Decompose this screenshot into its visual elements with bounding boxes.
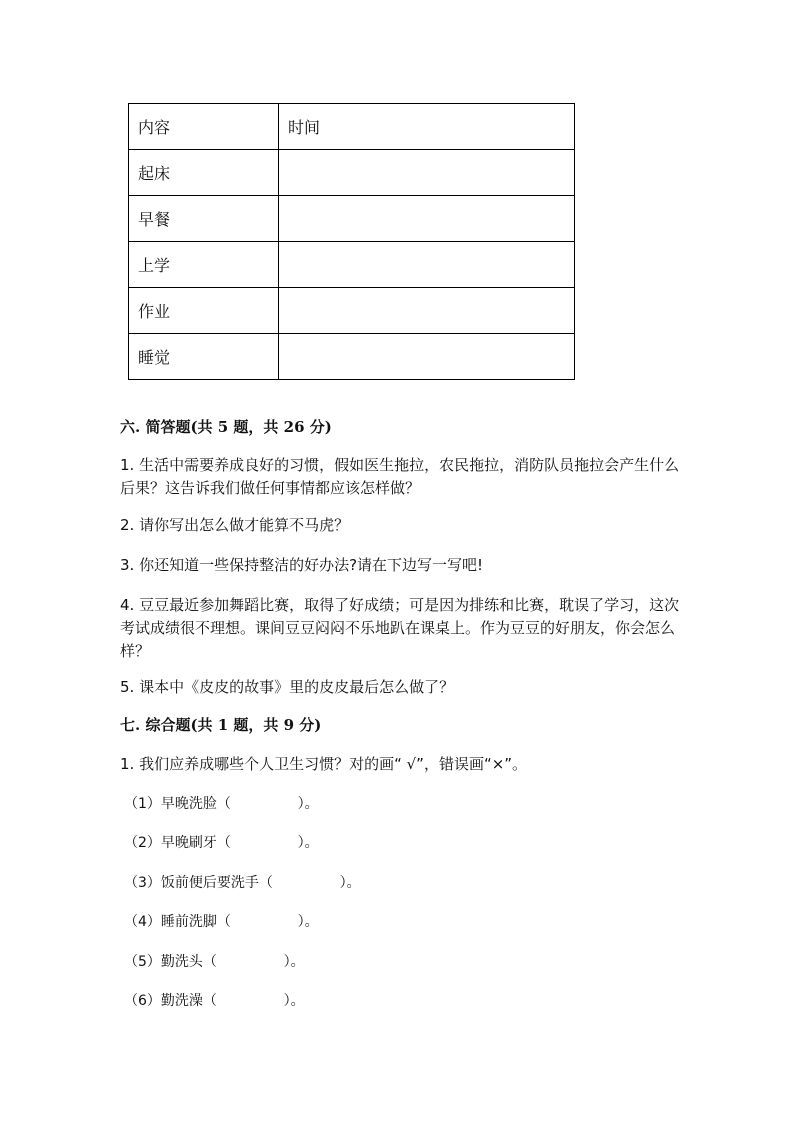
table-cell: 起床 — [129, 150, 279, 196]
table-cell — [279, 288, 575, 334]
table-cell — [279, 242, 575, 288]
table-cell: 上学 — [129, 242, 279, 288]
section-6-title: 六. 简答题(共 5 题，共 26 分) — [120, 418, 332, 436]
table-header-row — [129, 104, 575, 150]
table-row — [129, 242, 575, 288]
option-5: （5）勤洗头（ ）。 — [124, 954, 305, 970]
schedule-table — [128, 103, 575, 380]
question-7-1: 1. 我们应养成哪些个人卫生习惯？对的画“ √”，错误画“×”。 — [120, 755, 528, 773]
option-1: （1）早晚洗脸（ ）。 — [124, 796, 319, 812]
option-4: （4）睡前洗脚（ ）。 — [124, 914, 319, 930]
table-header-cell: 时间 — [279, 104, 575, 150]
table-row — [129, 196, 575, 242]
question-6-5: 5. 课本中《皮皮的故事》里的皮皮最后怎么做了？ — [120, 678, 455, 696]
option-6: （6）勤洗澡（ ）。 — [124, 993, 305, 1009]
option-2: （2）早晚刷牙（ ）。 — [124, 835, 319, 851]
section-7-title: 七. 综合题(共 1 题，共 9 分) — [120, 716, 322, 734]
table-cell — [279, 196, 575, 242]
table-cell: 早餐 — [129, 196, 279, 242]
table-row — [129, 150, 575, 196]
table-cell: 作业 — [129, 288, 279, 334]
option-3: （3）饭前便后要洗手（ ）。 — [124, 875, 361, 891]
question-6-1: 1. 生活中需要养成良好的习惯，假如医生拖拉，农民拖拉，消防队员拖拉会产生什么后果？这告诉我们做任何事情都应该怎样做？ — [120, 456, 680, 497]
table-cell — [279, 150, 575, 196]
table-cell: 睡觉 — [129, 334, 279, 380]
table-header-cell: 内容 — [129, 104, 279, 150]
table-row — [129, 334, 575, 380]
question-6-3: 3. 你还知道一些保持整洁的好办法?请在下边写一写吧! — [120, 556, 484, 574]
question-6-2: 2. 请你写出怎么做才能算不马虎？ — [120, 516, 350, 534]
question-6-4: 4. 豆豆最近参加舞蹈比赛，取得了好成绩；可是因为排练和比赛，耽误了学习，这次考试成绩很不理想。课间豆豆闷闷不乐地趴在课桌上。作为豆豆的好朋友，你会怎么样？ — [120, 596, 680, 660]
table-row — [129, 288, 575, 334]
table-cell — [279, 334, 575, 380]
